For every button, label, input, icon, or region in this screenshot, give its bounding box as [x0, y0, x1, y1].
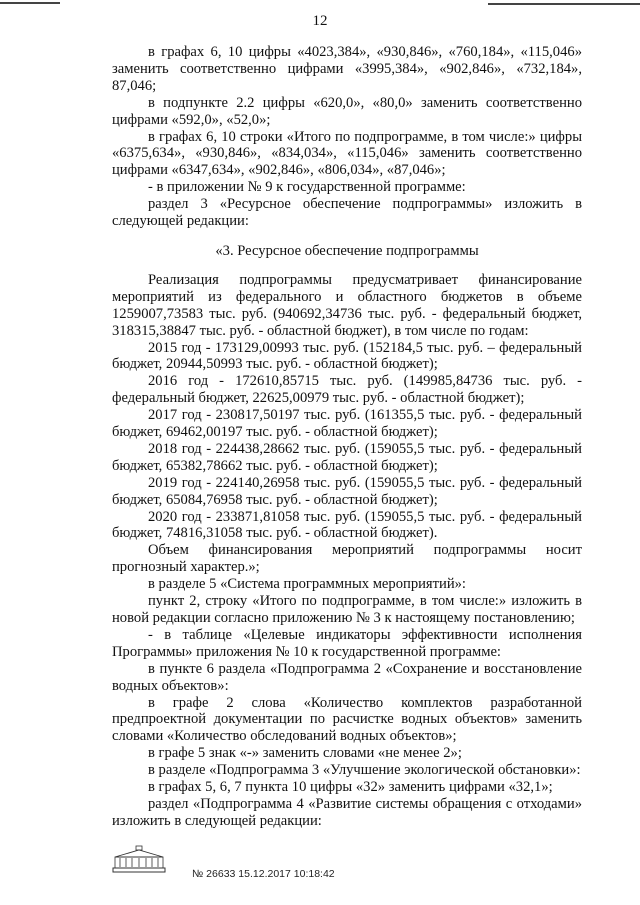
- paragraph: Реализация подпрограммы предусматривает финансирование мероприятий из федерального и областного бюджетов в объеме 1259007,73583 тыс. руб. (940692,34736 тыс. руб. - федеральный бюджет, 318315,38847 тыс. руб. - областной бюджет), в том числе по годам:: [112, 271, 582, 339]
- registration-number: № 26633 15.12.2017 10:18:42: [192, 868, 335, 880]
- paragraph: Объем финансирования мероприятий подпрограммы носит прогнозный характер.»;: [112, 542, 582, 576]
- paragraph: в графах 6, 10 строки «Итого по подпрограмме, в том числе:» цифры «6375,634», «930,846», «834,034», «115,046» заменить соответственно цифрами «6347,634», «902,846», «806,034», «87,046»;: [112, 128, 582, 179]
- paragraph: - в приложении № 9 к государственной программе:: [148, 179, 466, 196]
- paragraph: раздел 3 «Ресурсное обеспечение подпрограммы» изложить в следующей редакции:: [112, 196, 582, 230]
- paragraph: в подпункте 2.2 цифры «620,0», «80,0» заменить соответственно цифрами «592,0», «52,0»;: [112, 94, 582, 128]
- scan-edge-mark: [0, 2, 60, 4]
- paragraph: в разделе «Подпрограмма 3 «Улучшение экологической обстановки»:: [148, 762, 581, 779]
- document-body: [112, 44, 582, 830]
- section-title: «3. Ресурсное обеспечение подпрограммы: [215, 242, 479, 259]
- paragraph: 2019 год - 224140,26958 тыс. руб. (159055,5 тыс. руб. - федеральный бюджет, 65084,76958 тыс. руб. - областной бюджет);: [112, 474, 582, 508]
- paragraph: 2018 год - 224438,28662 тыс. руб. (159055,5 тыс. руб. - федеральный бюджет, 65382,78662 тыс. руб. - областной бюджет);: [112, 440, 582, 474]
- paragraph: в разделе 5 «Система программных мероприятий»:: [148, 576, 466, 593]
- paragraph: раздел «Подпрограмма 4 «Развитие системы обращения с отходами» изложить в следующей редакции:: [112, 795, 582, 829]
- paragraph: пункт 2, строку «Итого по подпрограмме, в том числе:» изложить в новой редакции согласно приложению № 3 к настоящему постановлению;: [112, 593, 582, 626]
- paragraph: 2016 год - 172610,85715 тыс. руб. (149985,84736 тыс. руб. - федеральный бюджет, 22625,00979 тыс. руб. - областной бюджет);: [112, 373, 582, 407]
- paragraph: 2017 год - 230817,50197 тыс. руб. (161355,5 тыс. руб. - федеральный бюджет, 69462,00197 тыс. руб. - областной бюджет);: [112, 407, 582, 441]
- paragraph: в пункте 6 раздела «Подпрограмма 2 «Сохранение и восстановление водных объектов»:: [112, 660, 582, 694]
- paragraph: 2015 год - 173129,00993 тыс. руб. (152184,5 тыс. руб. – федеральный бюджет, 20944,50993 тыс. руб. - областной бюджет);: [112, 339, 582, 373]
- paragraph: в графах 5, 6, 7 пункта 10 цифры «32» заменить цифрами «32,1»;: [148, 779, 553, 796]
- paragraph: - в таблице «Целевые индикаторы эффективности исполнения Программы» приложения № 10 к государственной программе:: [112, 626, 582, 660]
- paragraph: в графе 5 знак «-» заменить словами «не менее 2»;: [148, 745, 462, 762]
- paragraph: 2020 год - 233871,81058 тыс. руб. (159055,5 тыс. руб. - федеральный бюджет, 74816,31058 тыс. руб. - областной бюджет).: [112, 508, 582, 542]
- document-footer: [112, 845, 582, 885]
- page-number: 12: [312, 13, 328, 29]
- scan-edge-mark: [488, 3, 640, 5]
- paragraph: в графах 6, 10 цифры «4023,384», «930,846», «760,184», «115,046» заменить соответственно цифрами «3995,384», «902,846», «732,184», 87,046;: [112, 44, 582, 94]
- government-building-stamp-icon: [112, 845, 166, 873]
- paragraph: в графе 2 слова «Количество комплектов разработанной предпроектной документации по расчистке водных объектов» заменить словами «Количество обследований водных объектов»;: [112, 694, 582, 745]
